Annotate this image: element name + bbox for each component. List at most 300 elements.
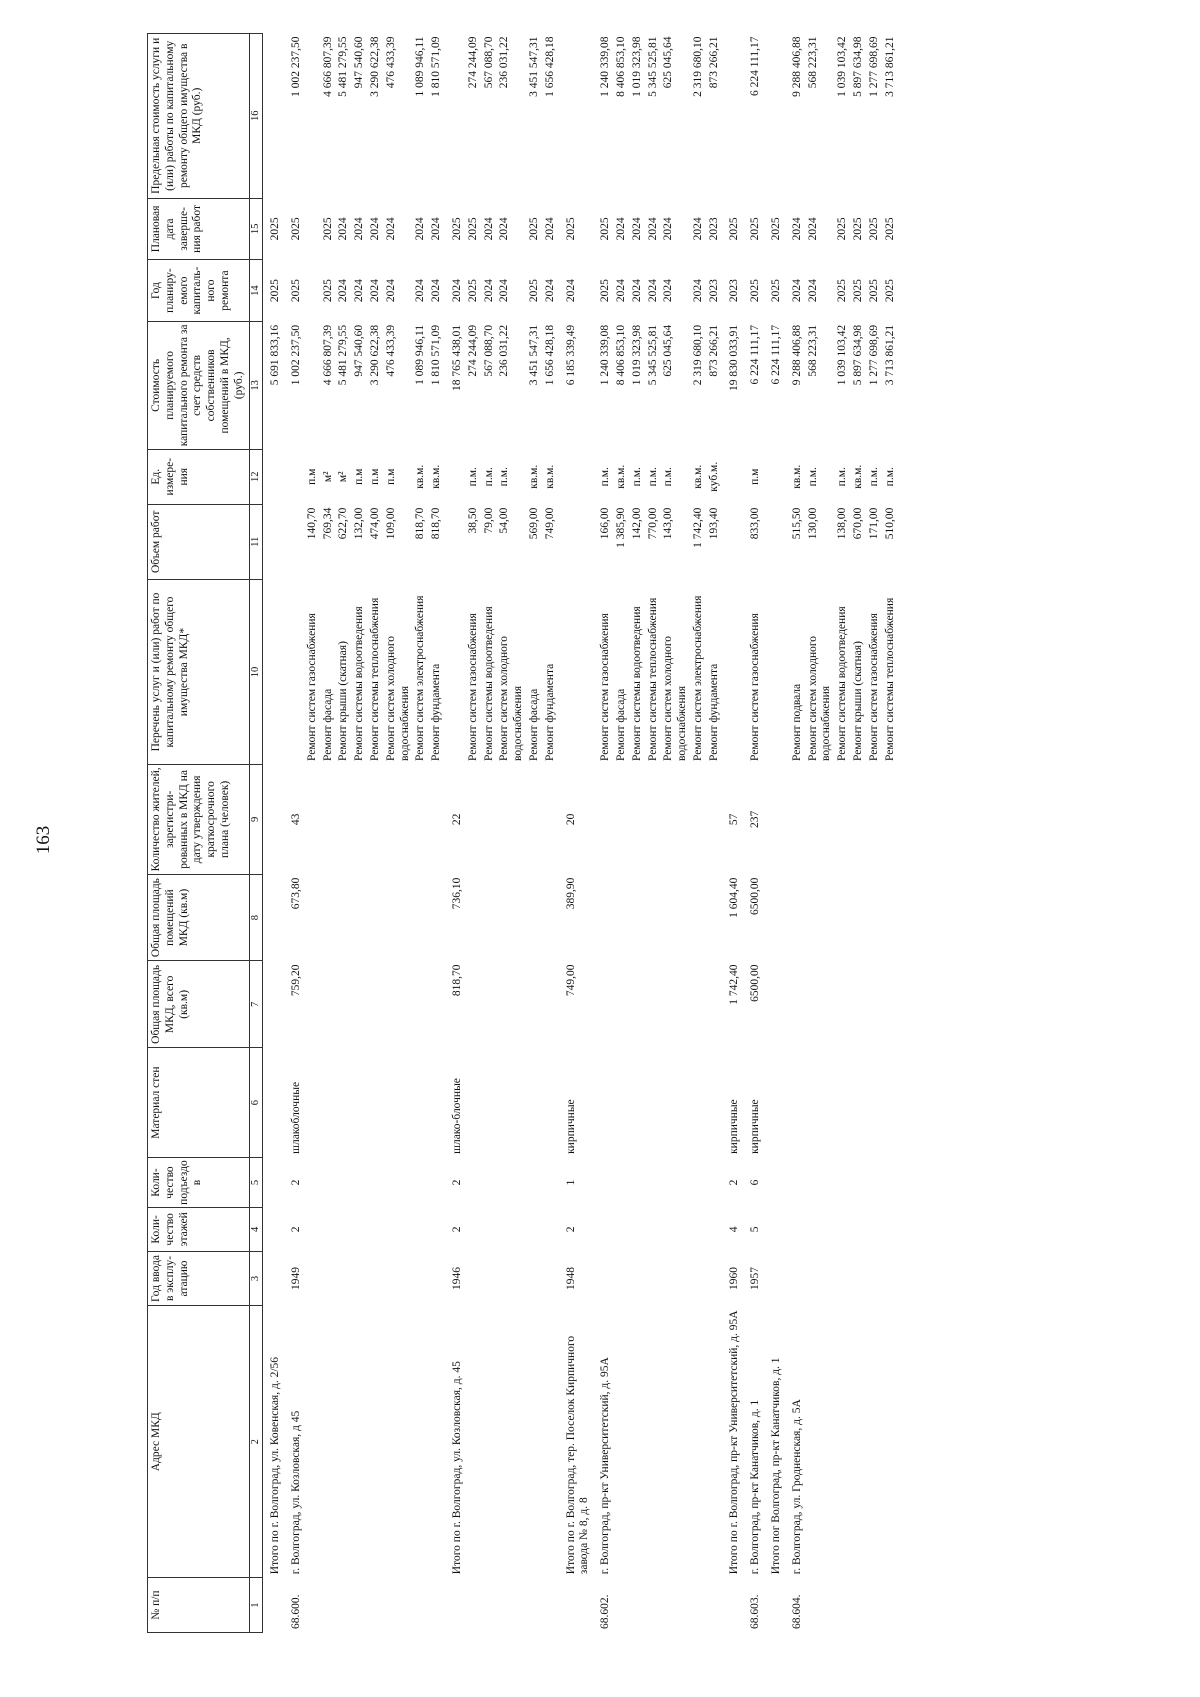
table-row (543, 34, 559, 1633)
work-type-cell (722, 580, 743, 765)
planned-cost-cell: 1 240 339,08 (599, 324, 612, 386)
planned-year-cell: 2023 (728, 279, 741, 303)
planned-cost-cell: 5 481 279,55 (337, 324, 350, 386)
year-cell: 1948 (564, 1266, 577, 1290)
work-volume-cell: 1 742,40 (691, 507, 704, 548)
limit-cost-cell: 1 002 237,50 (289, 36, 302, 97)
planned-cost-cell: 4 666 807,39 (321, 324, 334, 386)
limit-cost-cell (445, 34, 466, 199)
premises-area-cell (263, 874, 284, 961)
col-header: Общая площадь помещений МКД (кв.м) (148, 874, 250, 961)
residents-cell (646, 765, 662, 875)
total-area-cell (429, 961, 445, 1048)
limit-cost-cell: 1 810 571,09 (430, 36, 443, 97)
limit-cost-cell: 1 656 428,18 (543, 36, 556, 97)
total-area-cell: 818,70 (450, 964, 463, 997)
work-volume-cell: 171,00 (867, 507, 880, 540)
planned-year-cell: 2024 (482, 279, 495, 303)
planned-year-cell: 2024 (630, 279, 643, 303)
floors-cell (785, 1208, 806, 1251)
work-type-cell: Ремонт системы теплоснабжения (646, 597, 659, 762)
total-area-cell (630, 961, 646, 1048)
planned-year-cell: 2024 (368, 279, 381, 303)
premises-area-cell (305, 874, 321, 961)
row-number (883, 1578, 899, 1633)
completion-year-cell: 2023 (707, 217, 720, 241)
work-type-cell: Ремонт систем холодного водоснабжения (498, 635, 525, 762)
residents-cell (867, 765, 883, 875)
completion-year-cell: 2024 (368, 217, 381, 241)
col-number: 4 (249, 1208, 263, 1251)
unit-cell (764, 449, 785, 504)
work-volume-cell: 130,00 (806, 507, 819, 540)
year-cell (466, 1251, 482, 1306)
unit-cell: п.м (368, 468, 381, 485)
col-number: 6 (249, 1048, 263, 1158)
table-row (305, 34, 321, 1633)
planned-cost-cell (305, 321, 321, 449)
planned-year-cell: 2024 (498, 279, 511, 303)
address-cell (835, 1306, 851, 1578)
floors-cell (593, 1208, 614, 1251)
row-number (429, 1578, 445, 1633)
wall-material-cell (497, 1048, 527, 1158)
entrances-cell (413, 1157, 429, 1207)
entrances-cell (368, 1157, 384, 1207)
work-type-cell (559, 580, 594, 765)
completion-year-cell: 2024 (414, 217, 427, 241)
completion-year-cell: 2024 (430, 217, 443, 241)
planned-year-cell: 2025 (836, 279, 849, 303)
total-area-cell (851, 961, 867, 1048)
completion-year-cell: 2025 (770, 217, 783, 241)
residents-cell: 237 (749, 810, 762, 828)
address-cell (368, 1306, 384, 1578)
work-type-cell: Ремонт фундамента (430, 663, 443, 762)
year-cell (614, 1251, 630, 1306)
row-number (482, 1578, 498, 1633)
work-type-cell: Ремонт систем электроснабжения (414, 595, 427, 762)
completion-year-cell: 2024 (691, 217, 704, 241)
entrances-cell (497, 1157, 527, 1207)
wall-material-cell (661, 1048, 691, 1158)
wall-material-cell (630, 1048, 646, 1158)
limit-cost-cell: 5 481 279,55 (337, 36, 350, 97)
wall-material-cell (305, 1048, 321, 1158)
premises-area-cell (883, 874, 899, 961)
completion-year-cell: 2024 (337, 217, 350, 241)
planned-year-cell: 2025 (867, 279, 880, 303)
completion-year-cell: 2025 (867, 217, 880, 241)
premises-area-cell (321, 874, 337, 961)
col-number: 8 (249, 874, 263, 961)
premises-area-cell (413, 874, 429, 961)
unit-cell (263, 449, 284, 504)
col-header: Материал стен (148, 1048, 250, 1158)
completion-year-cell: 2025 (852, 217, 865, 241)
unit-cell (284, 449, 305, 504)
row-number (806, 1578, 836, 1633)
table-row (352, 34, 368, 1633)
limit-cost-cell: 2 319 680,10 (691, 36, 704, 97)
entrances-cell (543, 1157, 559, 1207)
unit-cell: кв.м. (790, 464, 803, 489)
col-number: 16 (249, 34, 263, 199)
premises-area-cell (336, 874, 352, 961)
table-row (764, 34, 785, 1633)
year-cell (806, 1251, 836, 1306)
table-row (336, 34, 352, 1633)
work-type-cell (263, 580, 284, 765)
entrances-cell (263, 1157, 284, 1207)
row-number (867, 1578, 883, 1633)
work-volume-cell: 833,00 (749, 507, 762, 540)
floors-cell (336, 1208, 352, 1251)
wall-material-cell (384, 1048, 414, 1158)
wall-material-cell (691, 1048, 707, 1158)
planned-cost-cell: 3 713 861,21 (883, 324, 896, 386)
address-cell (384, 1306, 414, 1578)
work-type-cell: Ремонт систем холодного водоснабжения (384, 635, 411, 762)
work-type-cell: Ремонт системы водоотведения (630, 606, 643, 762)
work-volume-cell: 38,50 (466, 507, 479, 534)
row-number (321, 1578, 337, 1633)
total-area-cell (593, 961, 614, 1048)
entrances-cell (614, 1157, 630, 1207)
floors-cell (630, 1208, 646, 1251)
entrances-cell (321, 1157, 337, 1207)
limit-cost-cell: 3 451 547,31 (527, 36, 540, 97)
floors-cell: 5 (749, 1226, 762, 1233)
planned-year-cell: 2025 (527, 279, 540, 303)
table-row (867, 34, 883, 1633)
residents-cell (466, 765, 482, 875)
limit-cost-cell: 1 240 339,08 (599, 36, 612, 97)
residents-cell (497, 765, 527, 875)
completion-year-cell: 2024 (790, 217, 803, 241)
col-header: Плановая дата заверше-ния работ (148, 198, 250, 260)
planned-cost-cell: 1 019 323,98 (630, 324, 643, 386)
address-cell: Итого по г. Волгоград, пр-кт Университетский, д. 95А (728, 1310, 741, 1575)
premises-area-cell (764, 874, 785, 961)
address-cell (336, 1306, 352, 1578)
floors-cell: 2 (450, 1226, 463, 1233)
work-type-cell: Ремонт системы водоотведения (836, 606, 849, 762)
premises-area-cell (630, 874, 646, 961)
repair-plan-table (147, 33, 898, 1633)
wall-material-cell (707, 1048, 723, 1158)
floors-cell: 2 (564, 1226, 577, 1233)
floors-cell (429, 1208, 445, 1251)
table-row (630, 34, 646, 1633)
address-cell: Итого по г. Волгоград, ул. Козловская, д. 45 (450, 1361, 463, 1575)
completion-year-cell: 2024 (614, 217, 627, 241)
planned-cost-cell: 1 277 698,69 (867, 324, 880, 386)
work-volume-cell: 670,00 (852, 507, 865, 540)
row-number (630, 1578, 646, 1633)
entrances-cell (851, 1157, 867, 1207)
wall-material-cell (785, 1048, 806, 1158)
entrances-cell (883, 1157, 899, 1207)
residents-cell (527, 765, 543, 875)
address-cell (466, 1306, 482, 1578)
planned-year-cell: 2024 (450, 279, 463, 303)
work-volume-cell: 79,00 (482, 507, 495, 534)
floors-cell (305, 1208, 321, 1251)
row-number (722, 1578, 743, 1633)
wall-material-cell (806, 1048, 836, 1158)
work-volume-cell (764, 504, 785, 579)
work-volume-cell (559, 504, 594, 579)
entrances-cell (593, 1157, 614, 1207)
residents-cell (352, 765, 368, 875)
row-number (835, 1578, 851, 1633)
address-cell: г. Волгоград, ул. Козловская, д 45 (289, 1410, 302, 1575)
row-number: 68.604. (790, 1594, 803, 1629)
entrances-cell (630, 1157, 646, 1207)
unit-cell: кв.м. (852, 464, 865, 489)
planned-cost-cell: 625 045,64 (662, 324, 675, 377)
work-type-cell: Ремонт систем газоснабжения (305, 613, 318, 762)
planned-cost-cell: 18 765 438,01 (450, 324, 463, 392)
table-row (263, 34, 284, 1633)
entrances-cell (336, 1157, 352, 1207)
year-cell (482, 1251, 498, 1306)
col-header: Адрес МКД (148, 1306, 250, 1578)
work-volume-cell: 474,00 (368, 507, 381, 540)
col-header: Объем работ (148, 504, 250, 579)
work-volume-cell: 166,00 (599, 507, 612, 540)
work-type-cell: Ремонт систем газоснабжения (867, 613, 880, 762)
address-cell (527, 1306, 543, 1578)
total-area-cell (661, 961, 691, 1048)
wall-material-cell (614, 1048, 630, 1158)
table-row (527, 34, 543, 1633)
wall-material-cell: кирпичные (564, 1099, 577, 1154)
year-cell: 1960 (728, 1266, 741, 1290)
work-volume-cell: 132,00 (353, 507, 366, 540)
planned-year-cell (305, 260, 321, 322)
floors-cell: 4 (728, 1226, 741, 1233)
completion-year-cell: 2024 (482, 217, 495, 241)
entrances-cell: 2 (728, 1179, 741, 1186)
col-header: Коли-чество подъездо в (148, 1157, 250, 1207)
planned-year-cell: 2024 (806, 279, 819, 303)
planned-year-cell: 2025 (599, 279, 612, 303)
work-type-cell: Ремонт систем газоснабжения (749, 613, 762, 762)
completion-year-cell: 2025 (450, 217, 463, 241)
completion-year-cell: 2025 (749, 217, 762, 241)
unit-cell (722, 449, 743, 504)
total-area-cell (691, 961, 707, 1048)
limit-cost-cell: 236 031,22 (498, 36, 511, 89)
completion-year-cell: 2024 (806, 217, 819, 241)
address-cell: Итого пог Волгоград, пр-кт Канатчиков, д. 1 (770, 1357, 783, 1575)
wall-material-cell (883, 1048, 899, 1158)
planned-cost-cell: 5 345 525,81 (646, 324, 659, 386)
row-number (466, 1578, 482, 1633)
residents-cell (806, 765, 836, 875)
residents-cell: 43 (289, 813, 302, 826)
wall-material-cell (764, 1048, 785, 1158)
planned-cost-cell: 6 185 339,49 (564, 324, 577, 386)
address-cell (867, 1306, 883, 1578)
completion-year-cell: 2024 (353, 217, 366, 241)
wall-material-cell (368, 1048, 384, 1158)
document-sheet (147, 33, 1177, 1633)
premises-area-cell (806, 874, 836, 961)
wall-material-cell: кирпичные (728, 1099, 741, 1154)
work-volume-cell: 569,00 (527, 507, 540, 540)
row-number (497, 1578, 527, 1633)
work-volume-cell: 749,00 (543, 507, 556, 540)
planned-cost-cell: 5 691 833,16 (269, 324, 282, 386)
planned-year-cell: 2024 (414, 279, 427, 303)
planned-cost-cell: 1 656 428,18 (543, 324, 556, 386)
limit-cost-cell (764, 34, 785, 199)
residents-cell (368, 765, 384, 875)
work-type-cell: Ремонт системы водоотведения (482, 606, 495, 762)
residents-cell (707, 765, 723, 875)
col-header: Ед. измере-ния (148, 449, 250, 504)
wall-material-cell (352, 1048, 368, 1158)
col-header: Стоимость планируемого капитального ремонта за счет средств собственников помещений в МКД, (руб.) (148, 321, 250, 449)
completion-year-cell: 2025 (599, 217, 612, 241)
entrances-cell (429, 1157, 445, 1207)
row-number: 68.602. (599, 1594, 612, 1629)
floors-cell (352, 1208, 368, 1251)
planned-year-cell: 2025 (289, 279, 302, 303)
completion-year-cell: 2024 (543, 217, 556, 241)
row-number (764, 1578, 785, 1633)
year-cell (305, 1251, 321, 1306)
address-cell (806, 1306, 836, 1578)
wall-material-cell (543, 1048, 559, 1158)
work-type-cell: Ремонт систем электроснабжения (691, 595, 704, 762)
entrances-cell: 2 (450, 1179, 463, 1186)
col-number: 13 (249, 321, 263, 449)
residents-cell (336, 765, 352, 875)
floors-cell (661, 1208, 691, 1251)
address-cell (321, 1306, 337, 1578)
planned-cost-cell: 6 224 111,17 (749, 324, 762, 385)
work-volume-cell: 1 385,90 (614, 507, 627, 548)
completion-year-cell: 2024 (498, 217, 511, 241)
floors-cell (867, 1208, 883, 1251)
row-number: 68.603. (749, 1594, 762, 1629)
col-header: Количество жителей, зарегистри-рованных в МКД на дату утверждения краткосрочного плана (человек) (148, 765, 250, 875)
total-area-cell (305, 961, 321, 1048)
year-cell (691, 1251, 707, 1306)
entrances-cell (691, 1157, 707, 1207)
floors-cell (883, 1208, 899, 1251)
entrances-cell (867, 1157, 883, 1207)
planned-cost-cell: 6 224 111,17 (770, 324, 783, 385)
col-number: 14 (249, 260, 263, 322)
work-volume-cell: 142,00 (630, 507, 643, 540)
premises-area-cell (661, 874, 691, 961)
total-area-cell (482, 961, 498, 1048)
planned-cost-cell: 236 031,22 (498, 324, 511, 377)
planned-cost-cell: 873 266,21 (707, 324, 720, 377)
limit-cost-cell (263, 34, 284, 199)
year-cell (593, 1251, 614, 1306)
planned-year-cell: 2024 (543, 279, 556, 303)
planned-year-cell: 2024 (337, 279, 350, 303)
floors-cell (851, 1208, 867, 1251)
residents-cell (614, 765, 630, 875)
unit-cell: п.м (305, 468, 318, 485)
year-cell (646, 1251, 662, 1306)
work-type-cell: Ремонт фундамента (543, 663, 556, 762)
floors-cell (466, 1208, 482, 1251)
total-area-cell (867, 961, 883, 1048)
wall-material-cell (263, 1048, 284, 1158)
planned-year-cell: 2025 (321, 279, 334, 303)
total-area-cell (384, 961, 414, 1048)
entrances-cell (646, 1157, 662, 1207)
table-row (785, 34, 806, 1633)
unit-cell: п.м. (498, 467, 511, 487)
residents-cell (384, 765, 414, 875)
work-type-cell: Ремонт крыши (скатная) (337, 641, 350, 762)
table-body (263, 34, 899, 1633)
total-area-cell (263, 961, 284, 1048)
wall-material-cell: кирпичные (749, 1099, 762, 1154)
address-cell: Итого по г. Волгоград, тер. Поселок Кирпичного завода № 8, д. 8 (564, 1335, 591, 1575)
residents-cell (321, 765, 337, 875)
address-cell (883, 1306, 899, 1578)
work-type-cell (445, 580, 466, 765)
floors-cell (691, 1208, 707, 1251)
table-row (559, 34, 594, 1633)
work-volume-cell: 818,70 (414, 507, 427, 540)
work-type-cell: Ремонт фасада (614, 688, 627, 762)
year-cell (707, 1251, 723, 1306)
year-cell (263, 1251, 284, 1306)
unit-cell: п.м (749, 468, 762, 485)
row-number (384, 1578, 414, 1633)
completion-year-cell: 2024 (384, 217, 397, 241)
work-type-cell: Ремонт крыши (скатная) (852, 641, 865, 762)
total-area-cell (883, 961, 899, 1048)
address-cell (482, 1306, 498, 1578)
planned-year-cell: 2024 (353, 279, 366, 303)
wall-material-cell (646, 1048, 662, 1158)
total-area-cell (614, 961, 630, 1048)
residents-cell (835, 765, 851, 875)
limit-cost-cell: 4 666 807,39 (321, 36, 334, 97)
planned-cost-cell: 8 406 853,10 (614, 324, 627, 386)
floors-cell (835, 1208, 851, 1251)
residents-cell (482, 765, 498, 875)
premises-area-cell (527, 874, 543, 961)
year-cell (764, 1251, 785, 1306)
work-type-cell: Ремонт фасада (321, 688, 334, 762)
residents-cell (429, 765, 445, 875)
work-type-cell: Ремонт фасада (527, 688, 540, 762)
residents-cell (630, 765, 646, 875)
col-number: 12 (249, 449, 263, 504)
year-cell (321, 1251, 337, 1306)
entrances-cell (764, 1157, 785, 1207)
col-number: 10 (249, 580, 263, 765)
work-volume-cell: 143,00 (662, 507, 675, 540)
floors-cell (707, 1208, 723, 1251)
limit-cost-cell: 1 039 103,42 (836, 36, 849, 97)
completion-year-cell: 2025 (321, 217, 334, 241)
planned-year-cell: 2024 (646, 279, 659, 303)
